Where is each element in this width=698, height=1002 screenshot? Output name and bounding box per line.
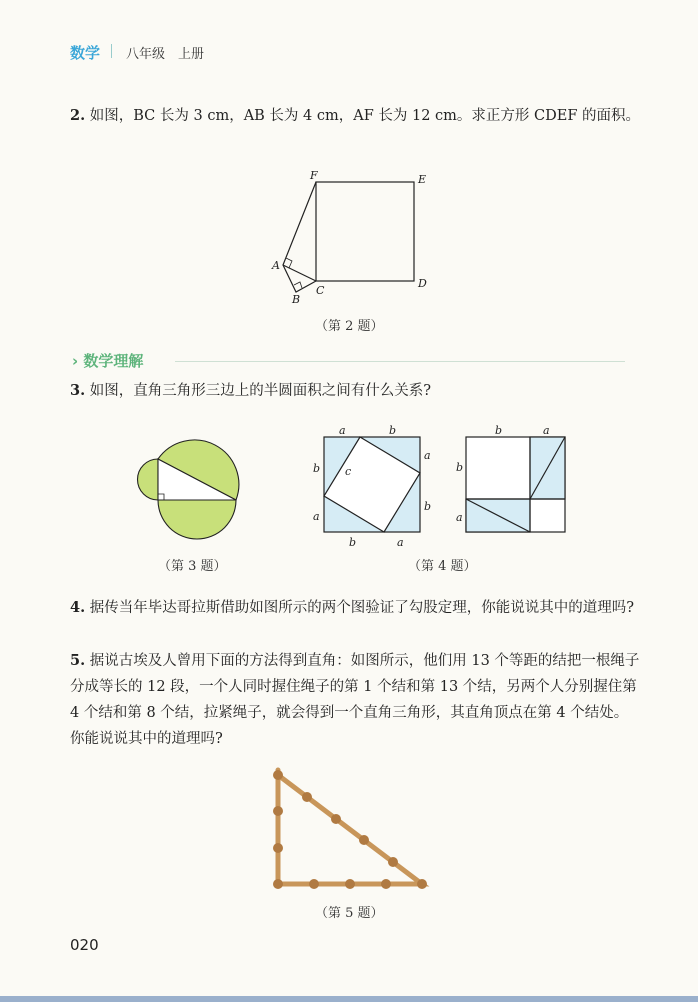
caption-q3: （第 3 题） bbox=[158, 559, 227, 574]
label-a: a bbox=[339, 425, 346, 437]
caption-q5: （第 5 题） bbox=[315, 906, 384, 921]
label-b: b bbox=[389, 425, 397, 437]
question-3 bbox=[70, 378, 640, 404]
label-A: A bbox=[272, 259, 280, 272]
figure-q4 bbox=[305, 425, 585, 550]
question-text: 据说古埃及人曾用下面的方法得到直角：如图所示，他们用 13 个等距的结把一根绳子分成等长的 12 段，一个人同时握住绳子的第 1 个结和第 13 个结，另两个人分别握住第 4 个结和第 8 个结，拉紧绳子，就会得到一个直角三角形，其直角顶点在第 4 个结处。你能说说其中的道理吗? bbox=[70, 653, 640, 747]
caption-q4: （第 4 题） bbox=[408, 559, 477, 574]
label-a: a bbox=[424, 449, 431, 462]
question-text: 如图，BC 长为 3 cm，AB 长为 4 cm，AF 长为 12 cm。求正方形 CDEF 的面积。 bbox=[89, 108, 641, 124]
question-number: 4. bbox=[70, 599, 86, 616]
header-grade: 八年级 上册 bbox=[126, 47, 205, 62]
section-title: › 数学理解 bbox=[72, 352, 144, 370]
triangle-lines bbox=[283, 182, 316, 292]
label-a: a bbox=[456, 511, 463, 524]
scan-edge bbox=[0, 996, 698, 1002]
label-a: a bbox=[313, 510, 320, 523]
label-b: b bbox=[349, 536, 357, 549]
header-divider bbox=[111, 44, 112, 58]
label-F: F bbox=[310, 169, 318, 182]
section-title-text: 数学理解 bbox=[83, 352, 144, 370]
question-number: 3. bbox=[70, 382, 86, 399]
semicircle-small bbox=[138, 459, 158, 500]
figure-q2 bbox=[260, 165, 440, 310]
figure-q3 bbox=[120, 425, 260, 545]
question-number: 2. bbox=[70, 107, 86, 124]
label-a: a bbox=[543, 425, 550, 437]
question-2 bbox=[70, 103, 640, 129]
label-C: C bbox=[316, 284, 325, 297]
semicircle-medium bbox=[158, 500, 236, 539]
label-D: D bbox=[418, 277, 427, 290]
label-b: b bbox=[424, 500, 432, 513]
header-subject: 数学 bbox=[70, 44, 101, 62]
label-b: b bbox=[495, 425, 503, 437]
question-text: 如图，直角三角形三边上的半圆面积之间有什么关系? bbox=[89, 383, 432, 399]
label-b: b bbox=[313, 462, 321, 475]
question-number: 5. bbox=[70, 652, 86, 669]
question-4 bbox=[70, 595, 640, 621]
label-E: E bbox=[418, 173, 427, 186]
label-a: a bbox=[397, 536, 404, 549]
question-text: 据传当年毕达哥拉斯借助如图所示的两个图验证了勾股定理，你能说说其中的道理吗? bbox=[89, 600, 635, 616]
label-b: b bbox=[456, 461, 464, 474]
page-number: 020 bbox=[70, 936, 99, 954]
figure-q5-rope-triangle bbox=[265, 762, 435, 897]
section-divider bbox=[175, 361, 625, 362]
question-5 bbox=[70, 648, 640, 752]
caption-q2: （第 2 题） bbox=[315, 319, 384, 334]
label-B: B bbox=[292, 293, 301, 306]
square-cdef bbox=[316, 182, 414, 281]
label-c: c bbox=[345, 465, 352, 478]
